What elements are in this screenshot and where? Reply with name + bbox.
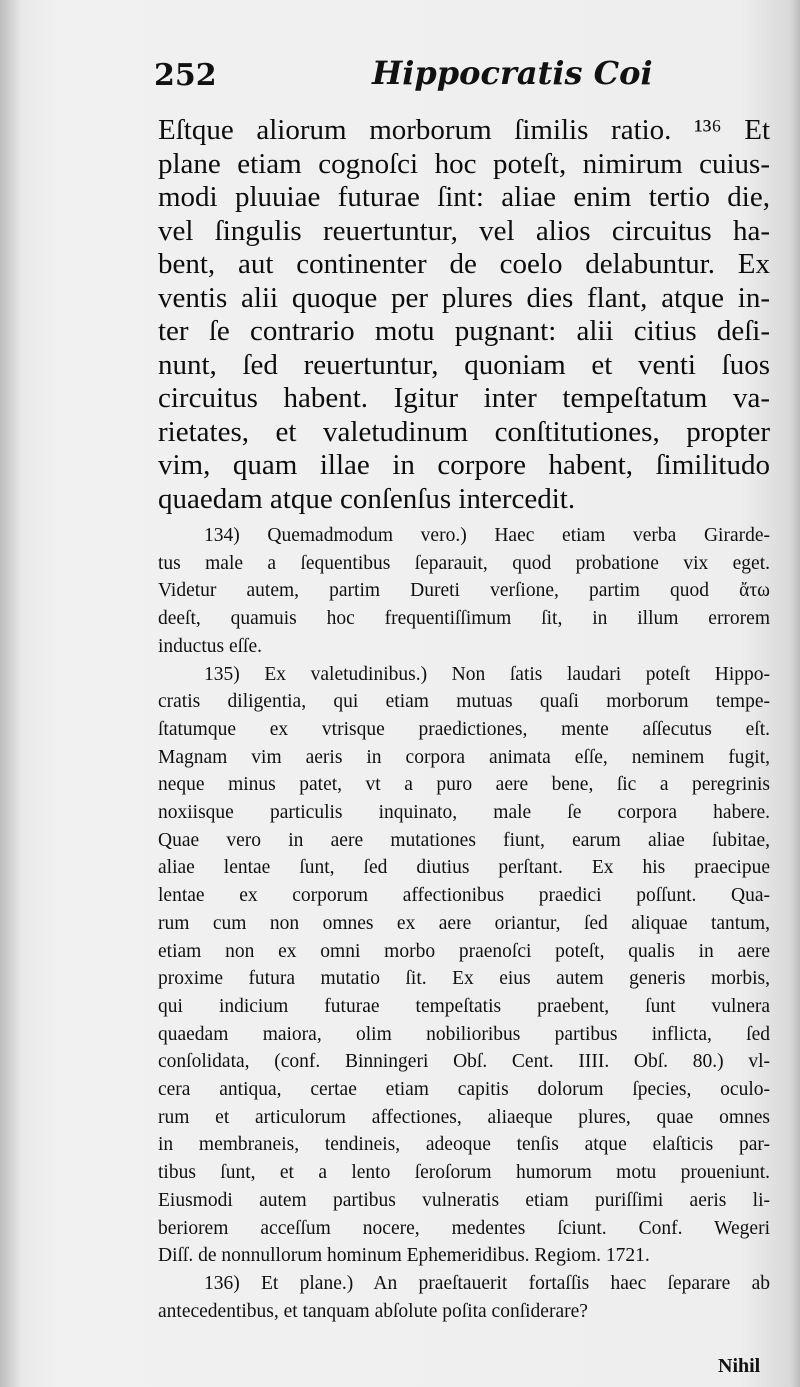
main-text-line: nunt, ſed reuertuntur, quoniam et venti ſuos <box>158 348 770 381</box>
note-line: aliae lentae ſunt, ſed diutius perſtant. Ex his praecipue <box>158 857 770 879</box>
note-line: etiam non ex omni morbo praenoſci poteſt, qualis in aere <box>158 940 770 962</box>
note-line: 136) Et plane.) An praeſtauerit fortaſſis haec ſeparare ab <box>204 1272 770 1294</box>
note-line: tus male a ſequentibus ſeparauit, quod probatione vix eget. <box>158 552 770 574</box>
note-line: antecedentibus, et tanquam abſolute poſita conſiderare? <box>158 1300 588 1322</box>
note-line: Diſſ. de nonnullorum hominum Ephemeridibus. Regiom. 1721. <box>158 1245 650 1267</box>
note-line: beriorem acceſſum nocere, medentes ſciunt. Conf. Wegeri <box>158 1217 770 1239</box>
note-line: Magnam vim aeris in corpora animata eſſe, neminem fugit, <box>158 746 770 768</box>
note-line: rum et articulorum affectiones, aliaeque plures, quae omnes <box>158 1106 770 1128</box>
note-line: conſolidata, (conf. Binningeri Obſ. Cent. IIII. Obſ. 80.) vl- <box>158 1051 770 1073</box>
note-line: rum cum non omnes ex aere oriantur, ſed aliquae tantum, <box>158 912 770 934</box>
note-line: Quae vero in aere mutationes fiunt, earum aliae ſubitae, <box>158 829 770 851</box>
main-text-line: plane etiam cognoſci hoc poteſt, nimirum cuius- <box>158 147 770 180</box>
note-line: deeſt, quamuis hoc frequentiſſimum ſit, in illum errorem <box>158 608 770 630</box>
main-text-line: bent, aut continenter de coelo delabuntur. Ex <box>158 248 770 280</box>
page-number: 252 <box>154 58 217 93</box>
main-text-block <box>158 114 770 516</box>
main-text-line: quaedam atque conſenſus intercedit. <box>158 482 576 515</box>
note-line: inductus eſſe. <box>158 635 262 657</box>
note-line: cera antiqua, certae etiam capitis dolorum ſpecies, oculo- <box>158 1079 770 1101</box>
note-line: qui indicium futurae tempeſtatis praebent, ſunt vulnera <box>158 995 770 1017</box>
note-line: noxiisque particulis inquinato, male ſe corpora habere. <box>158 802 770 824</box>
note-line: lentae ex corporum affectionibus praedici poſſunt. Qua- <box>158 885 770 907</box>
note-line: quaedam maiora, olim nobilioribus partibus inflicta, ſed <box>158 1023 770 1045</box>
main-text-line: vel ſingulis reuertuntur, vel alios circuitus ha- <box>158 214 770 247</box>
note-line: in membraneis, tendineis, adeoque tenſis atque elaſticis par- <box>158 1134 770 1156</box>
footnotes-block <box>158 522 770 1325</box>
note-line: neque minus patet, vt a puro aere bene, ſic a peregrinis <box>158 774 770 796</box>
main-text-line: ventis alii quoque per plures dies flant, atque in- <box>158 281 770 314</box>
running-title: Hippocratis Coi <box>372 54 653 92</box>
note-line: Eiusmodi autem partibus vulneratis etiam puriſſimi aeris li- <box>158 1189 770 1211</box>
main-text-line: Eſtque aliorum morborum ſimilis ratio. ¹³⁶ Et <box>158 114 770 146</box>
catchword: Nihil <box>718 1355 761 1377</box>
note-line: Videtur autem, partim Dureti verſione, partim quod ἄτω <box>158 580 770 602</box>
main-text-line: circuitus habent. Igitur inter tempeſtatum va- <box>158 382 770 414</box>
note-line: cratis diligentia, qui etiam mutuas quaſi morborum tempe- <box>158 691 770 713</box>
running-head <box>150 54 770 104</box>
main-text-line: modi pluuiae futurae ſint: aliae enim tertio die, <box>158 181 770 213</box>
main-text-line: ter ſe contrario motu pugnant: alii citius deſi- <box>158 315 770 347</box>
note-line: ſtatumque ex vtrisque praedictiones, mente aſſecutus eſt. <box>158 718 770 740</box>
note-line: proxime futura mutatio ſit. Ex eius autem generis morbis, <box>158 968 770 990</box>
main-text-line: rietates, et valetudinum conſtitutiones, propter <box>158 415 770 448</box>
note-line: 135) Ex valetudinibus.) Non ſatis laudari poteſt Hippo- <box>204 663 770 685</box>
note-line: tibus ſunt, et a lento ſeroſorum humorum motu proueniunt. <box>158 1162 770 1184</box>
note-line: 134) Quemadmodum vero.) Haec etiam verba Girarde- <box>204 525 770 546</box>
main-text-line: vim, quam illae in corpore habent, ſimilitudo <box>158 449 770 481</box>
